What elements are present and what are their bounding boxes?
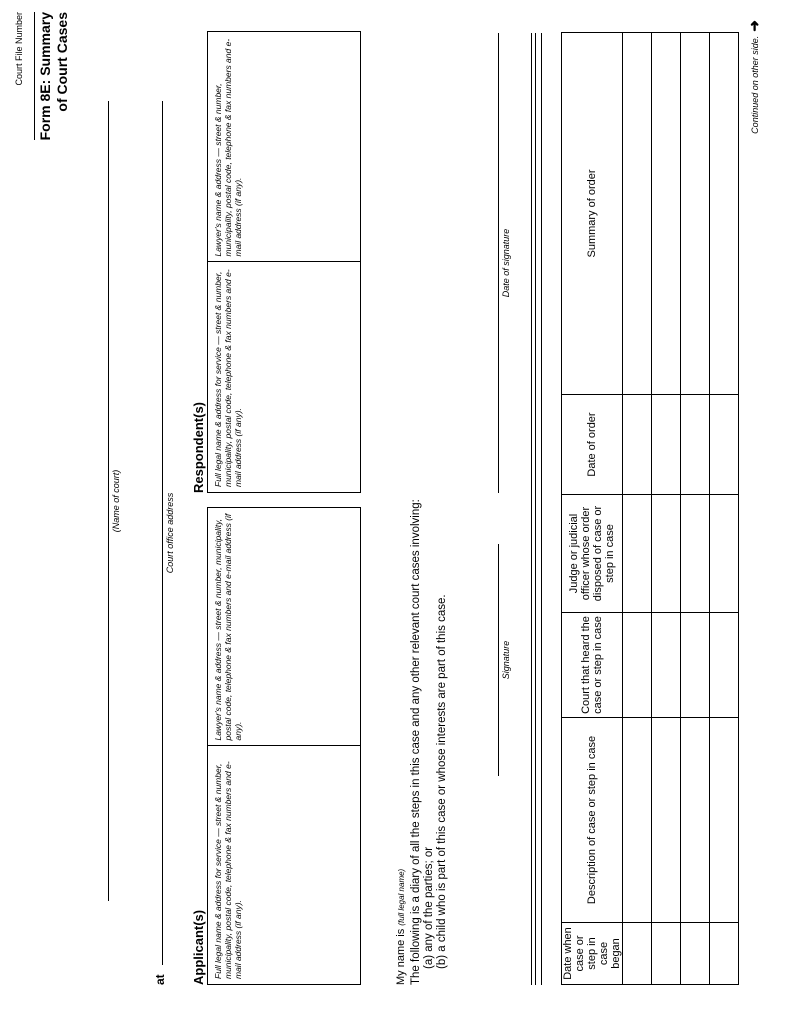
table-cell[interactable] [710, 923, 739, 985]
summary-table-header-row [562, 33, 623, 985]
table-cell[interactable] [681, 923, 710, 985]
court-file-number-label: Court File Number [14, 12, 24, 86]
table-cell[interactable] [623, 613, 652, 718]
summary-table [561, 32, 739, 985]
single-rule [541, 33, 542, 985]
court-office-address-field[interactable] [162, 101, 163, 965]
table-cell[interactable] [623, 495, 652, 613]
court-name-label: (Name of court) [111, 469, 121, 533]
signature-label: Signature [501, 640, 511, 680]
header-summary-of-order: Summary of order [562, 33, 623, 395]
applicant-party-cell[interactable]: Full legal name & address for service — street & number, municipality, postal code, telephone & fax numbers and e-mail address (if any). [213, 761, 243, 979]
at-label: at [153, 974, 167, 985]
header-date-began: Date when case or step in case began [562, 923, 623, 985]
form-title-line1: Form 8E: Summary [34, 12, 54, 140]
court-name-field[interactable] [108, 101, 109, 901]
table-cell[interactable] [652, 395, 681, 495]
table-cell[interactable] [652, 923, 681, 985]
signature-field[interactable] [498, 544, 499, 776]
table-cell[interactable] [681, 718, 710, 923]
respondent-lawyer-cell[interactable]: Lawyer's name & address — street & number, municipality, postal code, telephone & fax numbers and e-mail address (if any). [208, 32, 360, 263]
respondents-heading: Respondent(s) [191, 402, 206, 493]
table-cell[interactable] [710, 718, 739, 923]
table-row [681, 33, 710, 985]
applicant-lawyer-cell[interactable]: Lawyer's name & address — street & number, municipality, postal code, telephone & fax numbers and e-mail address (if any). [208, 508, 360, 747]
table-cell[interactable] [710, 395, 739, 495]
table-cell[interactable] [652, 613, 681, 718]
applicants-box [207, 507, 361, 985]
table-row [623, 33, 652, 985]
continued-label: Continued on other side. [749, 35, 760, 134]
respondents-box [207, 31, 361, 493]
table-cell[interactable] [681, 613, 710, 718]
table-cell[interactable] [710, 613, 739, 718]
diary-intro: The following is a diary of all the steps in this case and any other relevant court cases involving: [410, 499, 422, 985]
applicants-heading: Applicant(s) [191, 909, 206, 985]
summary-table-body [623, 33, 739, 985]
table-cell[interactable] [652, 33, 681, 395]
table-cell[interactable] [681, 495, 710, 613]
continued-note [746, 20, 763, 134]
header-judge: Judge or judicial officer whose order disposed of case or step in case [562, 495, 623, 613]
date-of-signature-label: Date of signature [501, 228, 511, 298]
table-cell[interactable] [623, 923, 652, 985]
table-cell[interactable] [623, 395, 652, 495]
table-cell[interactable] [652, 495, 681, 613]
court-office-address-label: Court office address [165, 492, 175, 574]
header-description: Description of case or step in case [562, 718, 623, 923]
diary-statement [410, 499, 449, 985]
diary-option-b: (b) a child who is part of this case or whose interests are part of this case. [436, 594, 448, 969]
table-cell[interactable] [710, 495, 739, 613]
table-cell[interactable] [623, 718, 652, 923]
date-of-signature-field[interactable] [498, 33, 499, 493]
diary-option-a: (a) any of the parties; or [423, 846, 435, 969]
my-name-line [395, 869, 407, 985]
form-title-line2: of Court Cases [54, 12, 70, 112]
header-date-of-order: Date of order [562, 395, 623, 495]
table-cell[interactable] [681, 33, 710, 395]
full-legal-name-label: (full legal name) [397, 868, 406, 926]
table-row [710, 33, 739, 985]
table-cell[interactable] [623, 33, 652, 395]
table-row [652, 33, 681, 985]
header-court: Court that heard the case or step in case [562, 613, 623, 718]
table-cell[interactable] [652, 718, 681, 923]
double-rule [531, 33, 536, 985]
right-arrow-icon: ➜ [746, 20, 762, 32]
respondent-party-cell[interactable]: Full legal name & address for service — street & number, municipality, postal code, telephone & fax numbers and e-mail address (if any). [213, 269, 243, 487]
table-cell[interactable] [710, 33, 739, 395]
table-cell[interactable] [681, 395, 710, 495]
my-name-prefix: My name is [395, 928, 407, 985]
form-title [34, 12, 71, 140]
